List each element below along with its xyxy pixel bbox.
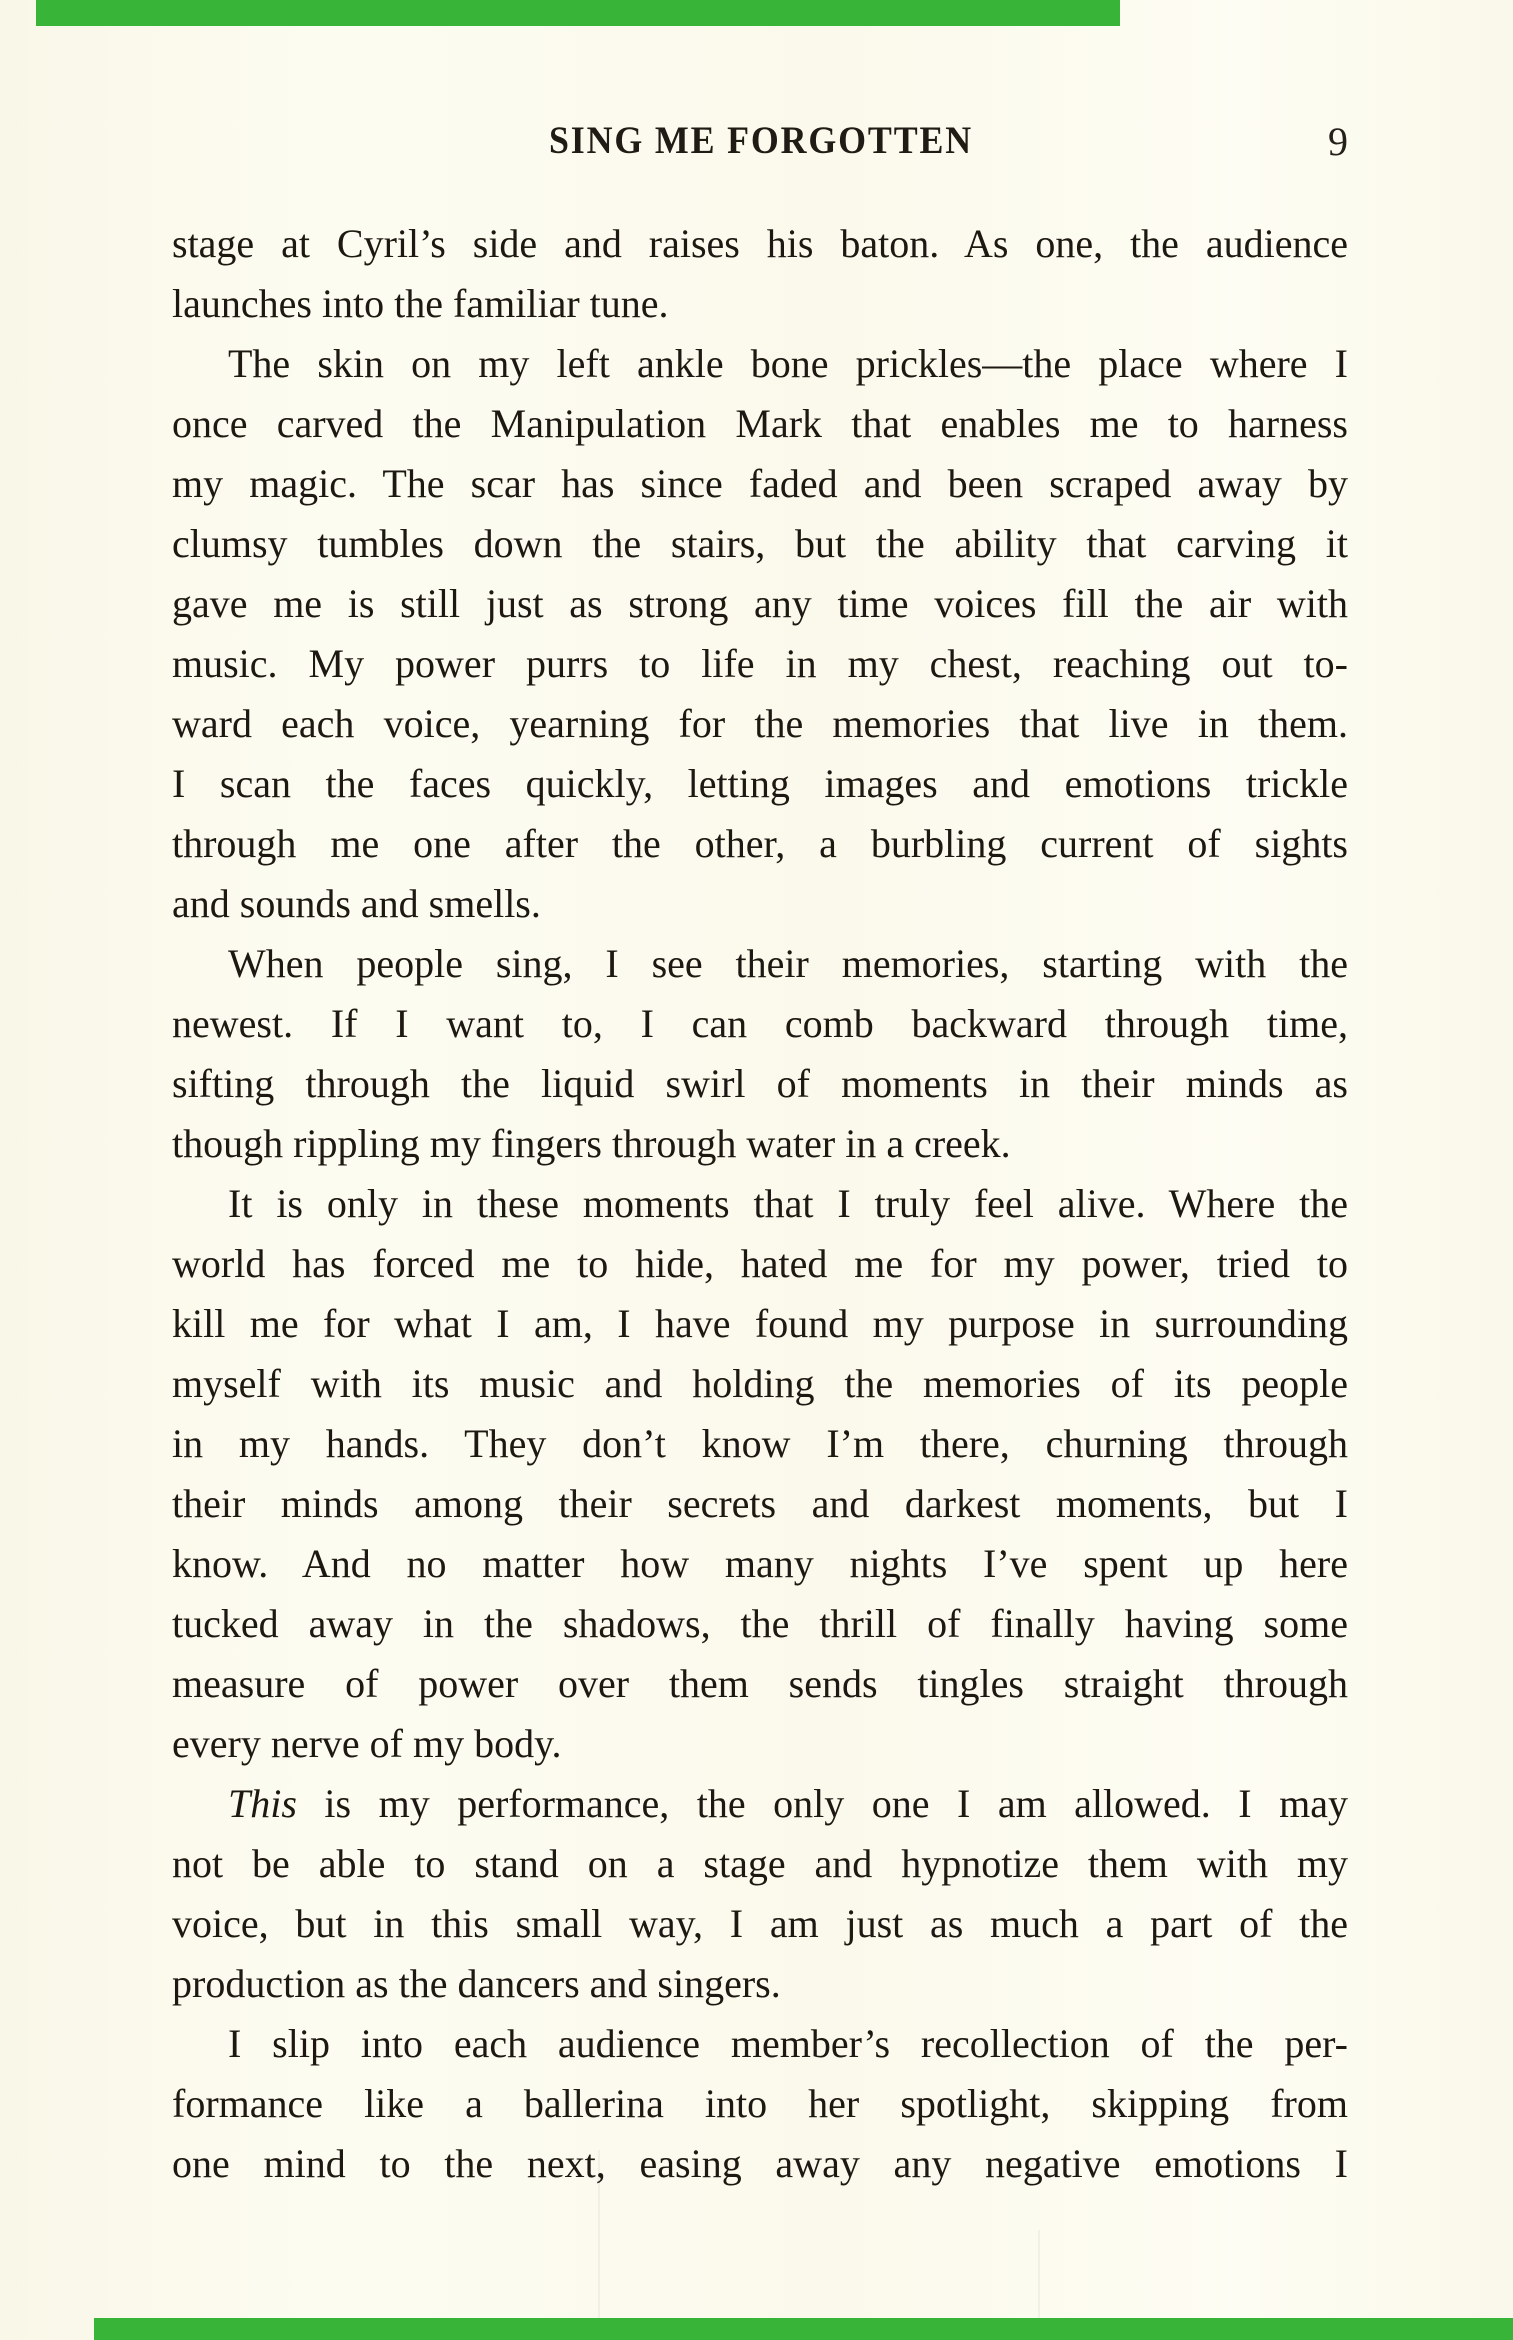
text-line: sifting through the liquid swirl of moments in their minds as [172,1061,1348,1106]
text-line: my magic. The scar has since faded and been scraped away by [172,461,1348,506]
text-line: every nerve of my body. [172,1721,562,1766]
text-line: myself with its music and holding the memories of its people [172,1361,1348,1406]
body-text [172,214,1348,2194]
page-number: 9 [1328,119,1348,164]
text-line: though rippling my fingers through water in a creek. [172,1121,1011,1166]
running-head [172,118,1350,166]
text-line: in my hands. They don’t know I’m there, churning through [172,1421,1348,1466]
text-line: stage at Cyril’s side and raises his baton. As one, the audience [172,221,1348,266]
text-line: kill me for what I am, I have found my purpose in surrounding [172,1301,1348,1346]
text-line: clumsy tumbles down the stairs, but the ability that carving it [172,521,1348,566]
text-line: production as the dancers and singers. [172,1961,781,2006]
text-line: formance like a ballerina into her spotlight, skipping from [172,2081,1348,2126]
page-title: SING ME FORGOTTEN [548,119,974,162]
text-line: I scan the faces quickly, letting images and emotions trickle [172,761,1348,806]
text-line: world has forced me to hide, hated me for my power, tried to [172,1241,1348,1286]
text-line: tucked away in the shadows, the thrill of finally having some [172,1601,1348,1646]
text-line: It is only in these moments that I truly feel alive. Where the [228,1181,1348,1226]
text-line: music. My power purrs to life in my chest, reaching out to- [172,641,1348,686]
text-line: one mind to the next, easing away any negative emotions I [172,2141,1348,2186]
text-line: through me one after the other, a burbling current of sights [172,821,1348,866]
text-line: When people sing, I see their memories, starting with the [228,941,1348,986]
text-line: launches into the familiar tune. [172,281,669,326]
text-line: voice, but in this small way, I am just as much a part of the [172,1901,1348,1946]
text-line: I slip into each audience member’s recollection of the per- [228,2021,1348,2066]
scan-green-bar-bottom [94,2318,1513,2340]
scan-green-bar-top [36,0,1120,26]
text-line: The skin on my left ankle bone prickles—the place where I [228,341,1348,386]
text-line: This is my performance, the only one I am allowed. I may [228,1781,1348,1826]
text-line: measure of power over them sends tingles straight through [172,1661,1348,1706]
text-line: not be able to stand on a stage and hypnotize them with my [172,1841,1348,1886]
text-line: their minds among their secrets and darkest moments, but I [172,1481,1348,1526]
text-line: newest. If I want to, I can comb backward through time, [172,1001,1348,1046]
text-line: know. And no matter how many nights I’ve spent up here [172,1541,1348,1586]
text-line: and sounds and smells. [172,881,541,926]
text-line: once carved the Manipulation Mark that enables me to harness [172,401,1348,446]
text-line: gave me is still just as strong any time voices fill the air with [172,581,1348,626]
text-line: ward each voice, yearning for the memories that live in them. [172,701,1348,746]
scan-crease [598,2150,600,2340]
